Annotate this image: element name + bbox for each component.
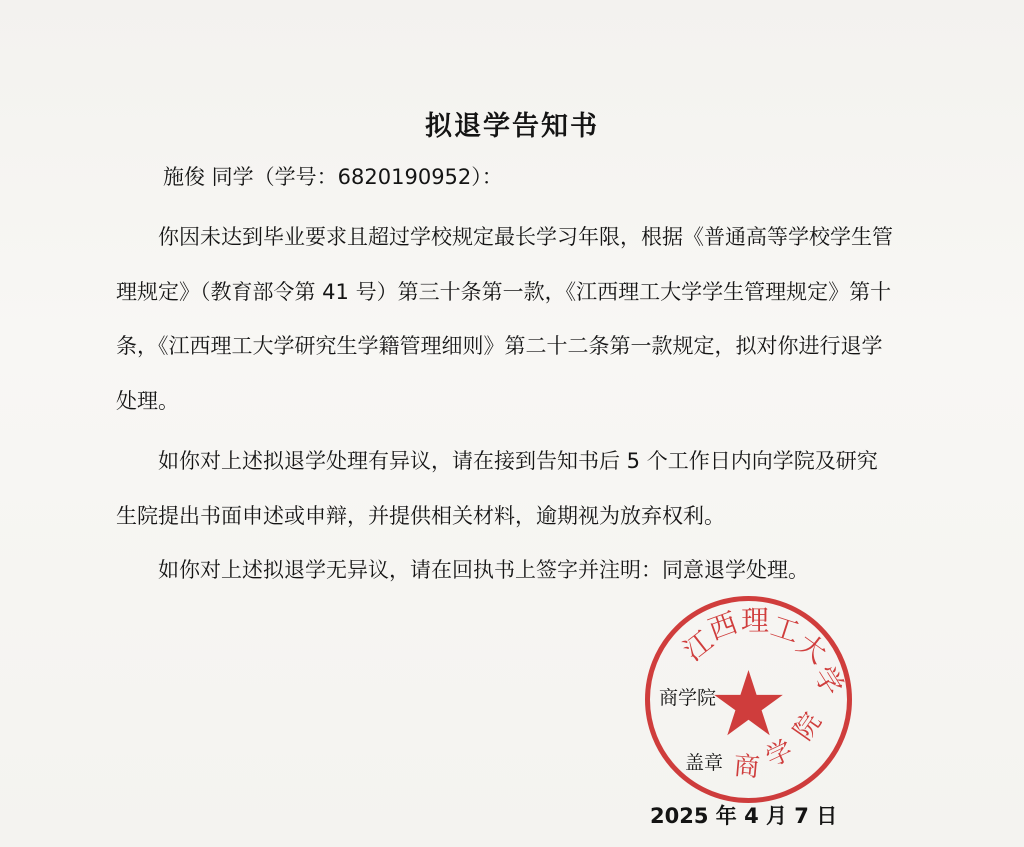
svg-text:商: 商 [732, 751, 761, 784]
svg-text:学: 学 [761, 735, 798, 774]
document-title: 拟退学告知书 [425, 111, 599, 142]
svg-text:工: 工 [766, 609, 804, 650]
svg-text:西: 西 [704, 605, 742, 647]
document-date: 2025 年 4 月 7 日 [650, 804, 838, 828]
seal-star-icon [714, 670, 783, 735]
svg-text:学: 学 [807, 660, 850, 702]
svg-text:院: 院 [788, 707, 828, 747]
paragraph-basis: 你因未达到毕业要求且超过学校规定最长学习年限，根据《普通高等学校学生管理规定》（教育部令第 41 号）第三十条第一款，《江西理工大学学生管理规定》第十条，《江西理工大学研究生学籍管理细则》第二十二条第一款规定，拟对你进行退学处理。 [116, 225, 893, 413]
svg-text:理: 理 [741, 604, 770, 637]
paragraph-objection: 如你对上述拟退学处理有异议，请在接到告知书后 5 个工作日内向学院及研究生院提出书面申述或申辩，并提供相关材料，逾期视为放弃权利。 [116, 449, 878, 528]
document-body [116, 210, 898, 598]
addressee-line: 施俊 同学（学号：6820190952）： [163, 165, 503, 189]
svg-text:江: 江 [676, 624, 720, 668]
svg-text:大: 大 [790, 626, 833, 671]
paragraph-no-objection: 如你对上述拟退学无异议，请在回执书上签字并注明：同意退学处理。 [158, 558, 809, 582]
signature-stamp-label: 盖章 [685, 752, 724, 774]
signature-org: 商学院 [659, 687, 717, 709]
